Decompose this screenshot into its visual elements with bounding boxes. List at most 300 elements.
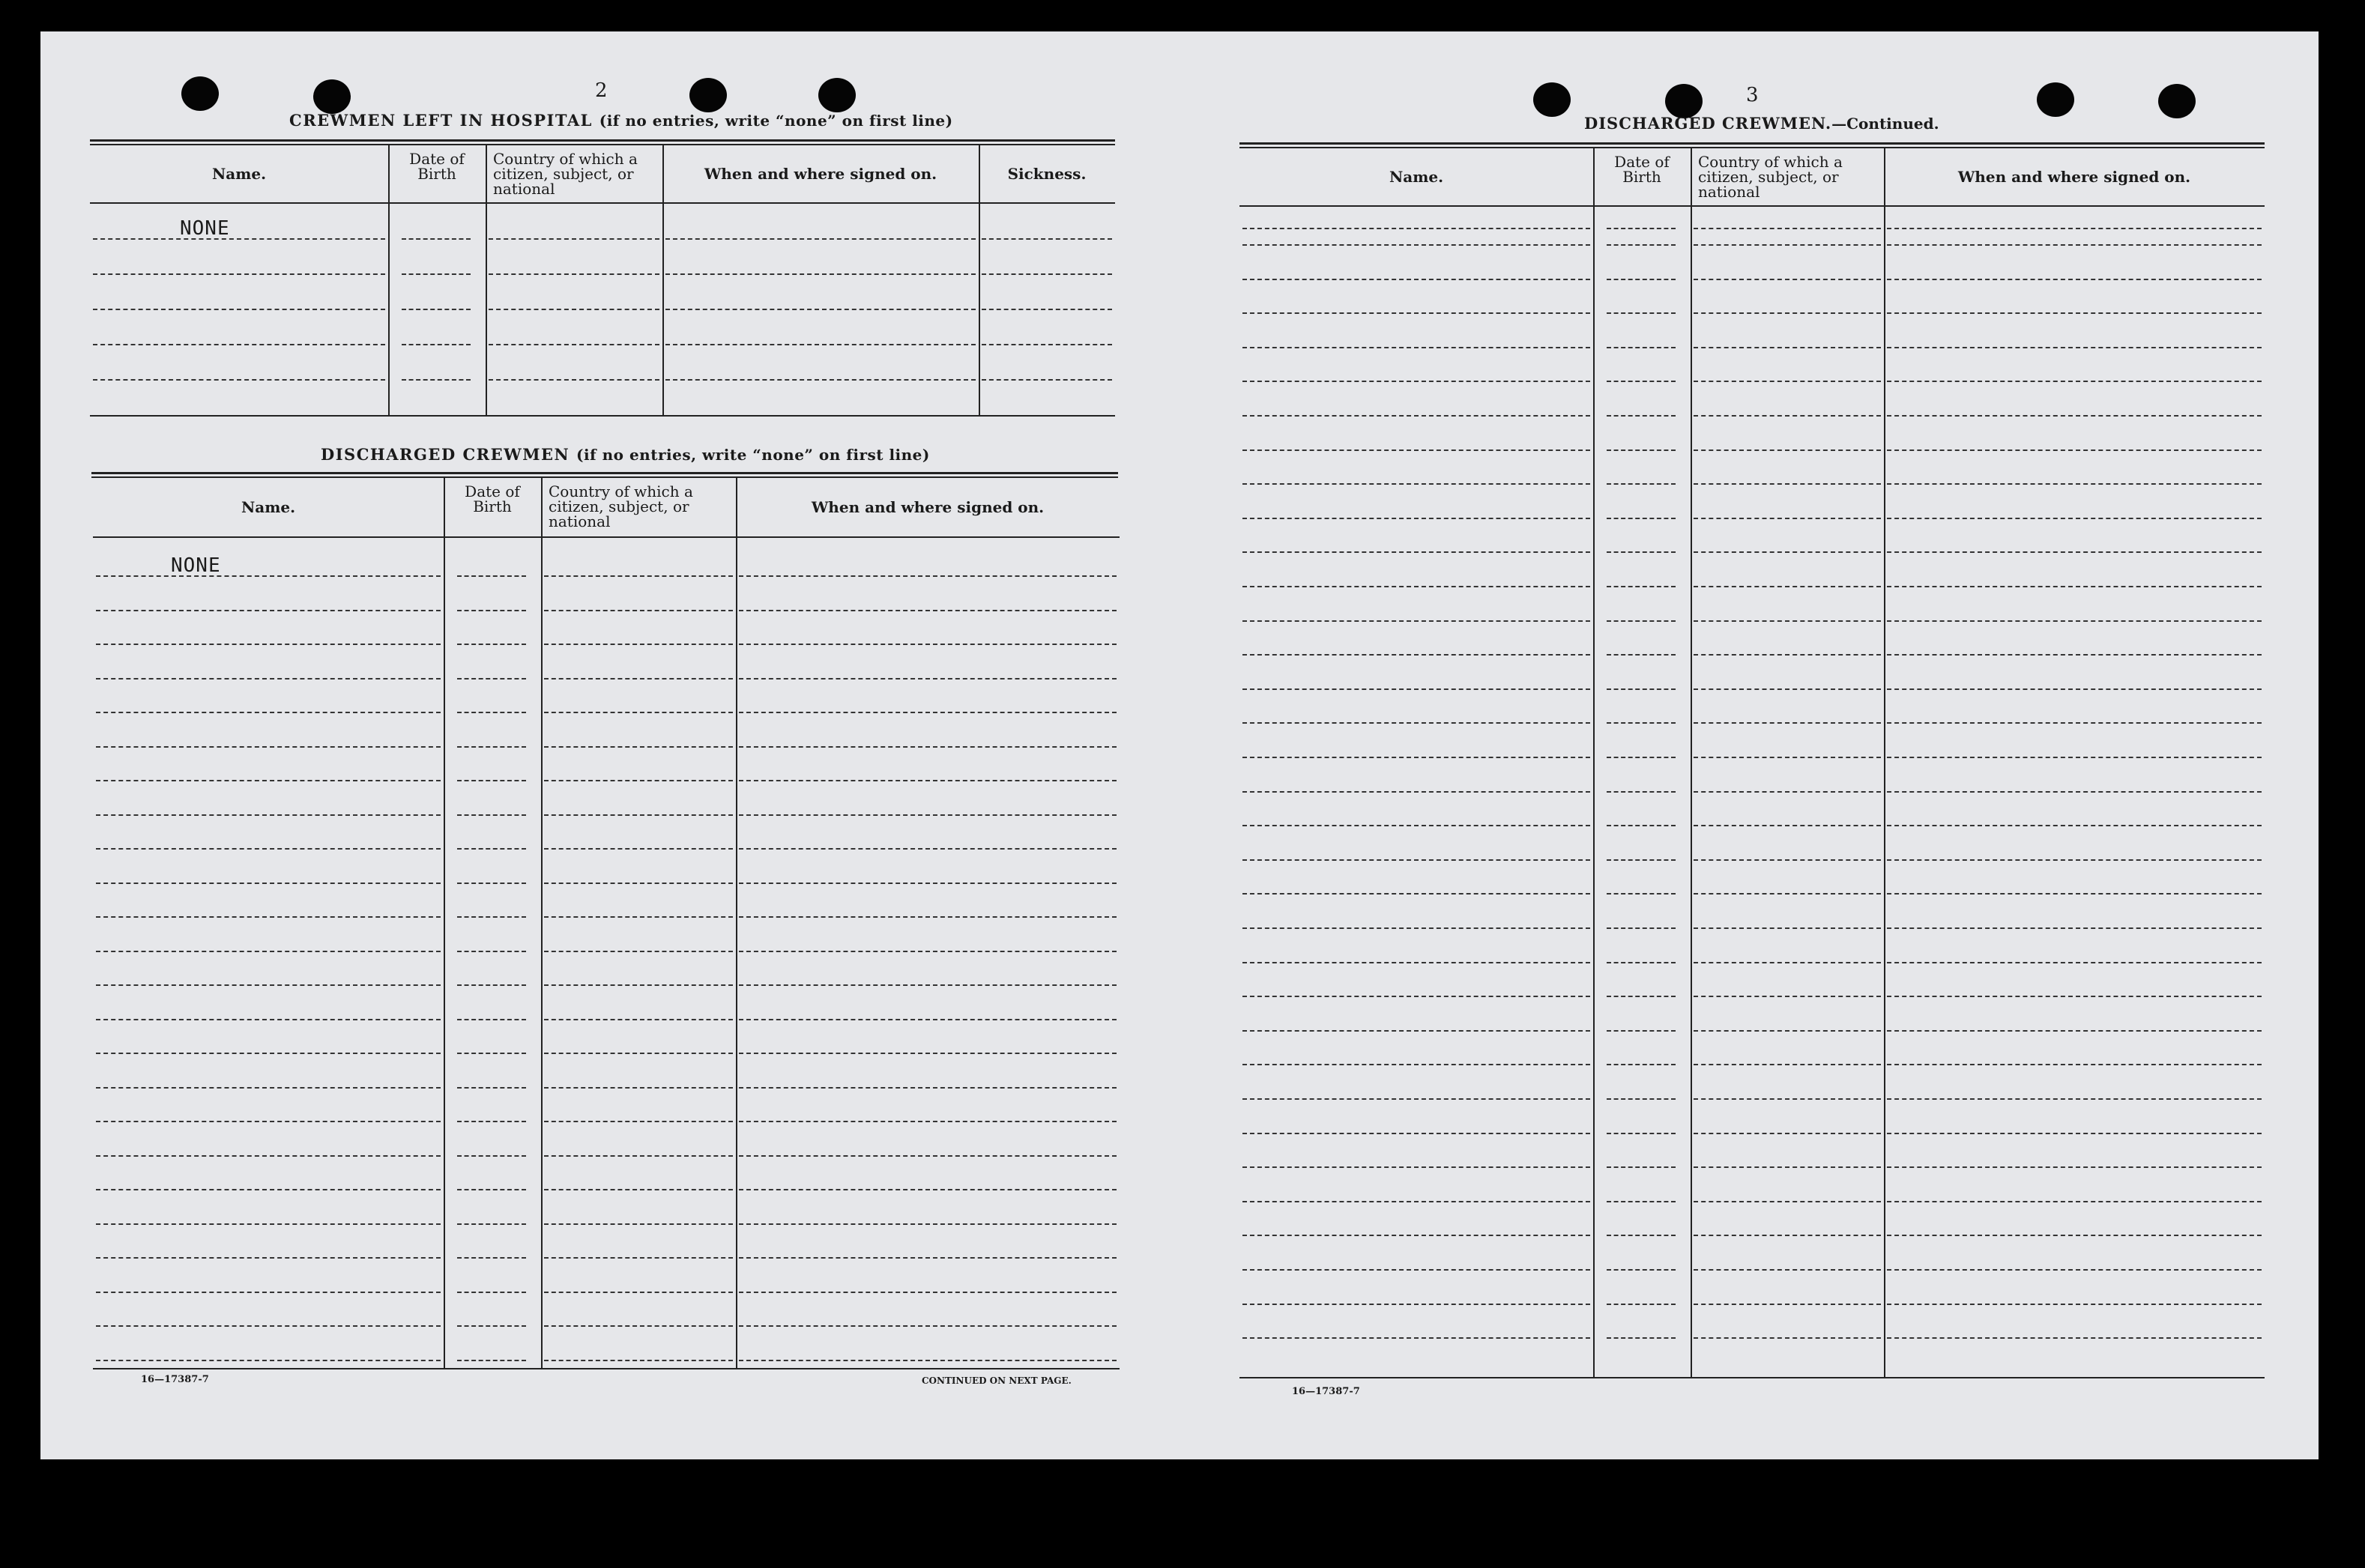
entry-line bbox=[1694, 1337, 1881, 1339]
entry-line bbox=[1887, 312, 2262, 314]
entry-line bbox=[739, 644, 1117, 645]
entry-line bbox=[1694, 996, 1881, 997]
entry-line bbox=[96, 1292, 441, 1293]
entry-line bbox=[457, 984, 526, 986]
column-header: Date of Birth bbox=[409, 150, 465, 183]
hospital-title-note: (if no entries, write “none” on first line) bbox=[599, 112, 953, 130]
column-divider bbox=[541, 476, 543, 1368]
entry-line bbox=[402, 379, 471, 381]
entry-line bbox=[739, 610, 1117, 611]
entry-line bbox=[1242, 927, 1590, 929]
entry-line bbox=[1242, 228, 1590, 229]
entry-line bbox=[665, 309, 976, 310]
first-entry: NONE bbox=[171, 554, 221, 577]
entry-line bbox=[544, 1257, 733, 1259]
entry-line bbox=[1242, 688, 1590, 690]
entry-line bbox=[457, 1360, 526, 1361]
entry-line bbox=[1607, 1337, 1676, 1339]
entry-line bbox=[1887, 1304, 2262, 1305]
entry-line bbox=[739, 1189, 1117, 1190]
entry-line bbox=[1887, 1269, 2262, 1271]
entry-line bbox=[457, 1155, 526, 1157]
column-header: Country of which a citizen, subject, or national bbox=[549, 482, 693, 530]
entry-line bbox=[982, 344, 1112, 345]
entry-line bbox=[544, 1019, 733, 1020]
entry-line bbox=[544, 610, 733, 611]
entry-line bbox=[739, 678, 1117, 679]
entry-line bbox=[544, 780, 733, 781]
entry-line bbox=[457, 1325, 526, 1327]
entry-line bbox=[1242, 381, 1590, 382]
entry-line bbox=[1694, 483, 1881, 485]
entry-line bbox=[1694, 859, 1881, 861]
entry-line bbox=[402, 309, 471, 310]
entry-line bbox=[665, 273, 976, 275]
entry-line bbox=[489, 379, 659, 381]
entry-line bbox=[457, 1121, 526, 1122]
entry-line bbox=[1694, 551, 1881, 553]
hospital-section-title bbox=[289, 111, 953, 130]
entry-line bbox=[1607, 518, 1676, 519]
entry-line bbox=[93, 309, 385, 310]
punch-hole bbox=[1533, 82, 1571, 117]
column-header: Name. bbox=[1389, 168, 1444, 186]
entry-line bbox=[96, 712, 441, 713]
entry-line bbox=[1242, 1098, 1590, 1100]
entry-line bbox=[96, 1019, 441, 1020]
entry-line bbox=[1694, 244, 1881, 246]
entry-line bbox=[96, 1121, 441, 1122]
entry-line bbox=[739, 1087, 1117, 1089]
entry-line bbox=[1887, 381, 2262, 382]
entry-line bbox=[665, 344, 976, 345]
entry-line bbox=[1887, 962, 2262, 963]
discharged-section-title bbox=[321, 445, 930, 464]
entry-line bbox=[1242, 722, 1590, 724]
entry-line bbox=[1607, 312, 1676, 314]
table-bottom-rule bbox=[1239, 1377, 2265, 1378]
entry-line bbox=[544, 883, 733, 884]
entry-line bbox=[544, 848, 733, 850]
entry-line bbox=[544, 1325, 733, 1327]
punch-hole bbox=[689, 78, 727, 112]
entry-line bbox=[1694, 347, 1881, 348]
column-divider bbox=[388, 144, 390, 415]
form-number: 16—17387-7 bbox=[141, 1374, 209, 1385]
entry-line bbox=[96, 848, 441, 850]
entry-line bbox=[544, 1155, 733, 1157]
entry-line bbox=[1887, 1064, 2262, 1065]
entry-line bbox=[1607, 244, 1676, 246]
entry-line bbox=[665, 238, 976, 240]
entry-line bbox=[1242, 551, 1590, 553]
entry-line bbox=[1242, 483, 1590, 485]
entry-line bbox=[457, 575, 526, 577]
entry-line bbox=[982, 273, 1112, 275]
entry-line bbox=[96, 780, 441, 781]
entry-line bbox=[1607, 228, 1676, 229]
entry-line bbox=[544, 984, 733, 986]
entry-line bbox=[1607, 1166, 1676, 1168]
entry-line bbox=[1607, 688, 1676, 690]
entry-line bbox=[93, 273, 385, 275]
entry-line bbox=[1887, 279, 2262, 280]
entry-line bbox=[1607, 757, 1676, 758]
entry-line bbox=[96, 1360, 441, 1361]
entry-line bbox=[1607, 722, 1676, 724]
column-divider bbox=[662, 144, 664, 415]
header-underline bbox=[93, 536, 1120, 538]
entry-line bbox=[1242, 312, 1590, 314]
entry-line bbox=[96, 1087, 441, 1089]
entry-line bbox=[544, 916, 733, 918]
entry-line bbox=[544, 814, 733, 816]
entry-line bbox=[96, 1155, 441, 1157]
entry-line bbox=[739, 1257, 1117, 1259]
entry-line bbox=[544, 1087, 733, 1089]
entry-line bbox=[96, 746, 441, 748]
entry-line bbox=[489, 238, 659, 240]
entry-line bbox=[457, 1019, 526, 1020]
entry-line bbox=[1242, 586, 1590, 587]
entry-line bbox=[1694, 1166, 1881, 1168]
right-title-text: DISCHARGED CREWMEN. bbox=[1584, 114, 1832, 133]
entry-line bbox=[457, 814, 526, 816]
column-divider bbox=[979, 144, 980, 415]
entry-line bbox=[1607, 415, 1676, 417]
entry-line bbox=[1242, 518, 1590, 519]
entry-line bbox=[96, 1223, 441, 1225]
entry-line bbox=[1694, 825, 1881, 826]
entry-line bbox=[1607, 1201, 1676, 1202]
entry-line bbox=[1694, 688, 1881, 690]
entry-line bbox=[96, 814, 441, 816]
column-header: Country of which a citizen, subject, or national bbox=[493, 150, 638, 198]
punch-hole bbox=[313, 79, 351, 114]
entry-line bbox=[457, 644, 526, 645]
entry-line bbox=[457, 916, 526, 918]
entry-line bbox=[1607, 1269, 1676, 1271]
column-divider bbox=[1884, 147, 1885, 1377]
entry-line bbox=[96, 984, 441, 986]
entry-line bbox=[1607, 1235, 1676, 1236]
entry-line bbox=[96, 1257, 441, 1259]
entry-line bbox=[1887, 1235, 2262, 1236]
column-divider bbox=[444, 476, 445, 1368]
entry-line bbox=[1607, 791, 1676, 793]
entry-line bbox=[1887, 1337, 2262, 1339]
entry-line bbox=[1694, 654, 1881, 656]
entry-line bbox=[457, 678, 526, 679]
entry-line bbox=[457, 1053, 526, 1054]
entry-line bbox=[1607, 825, 1676, 826]
discharged-title-text: DISCHARGED CREWMEN bbox=[321, 445, 570, 464]
column-header: Date of Birth bbox=[465, 482, 520, 515]
entry-line bbox=[1607, 1133, 1676, 1134]
column-header: Date of Birth bbox=[1614, 153, 1670, 186]
column-header: When and where signed on. bbox=[811, 498, 1045, 516]
entry-line bbox=[1694, 586, 1881, 587]
entry-line bbox=[544, 1360, 733, 1361]
column-header: Name. bbox=[241, 498, 296, 516]
entry-line bbox=[1887, 757, 2262, 758]
entry-line bbox=[457, 1292, 526, 1293]
entry-line bbox=[402, 273, 471, 275]
entry-line bbox=[739, 814, 1117, 816]
entry-line bbox=[544, 644, 733, 645]
entry-line bbox=[544, 1121, 733, 1122]
entry-line bbox=[1242, 244, 1590, 246]
entry-line bbox=[665, 379, 976, 381]
entry-line bbox=[544, 1223, 733, 1225]
entry-line bbox=[1887, 688, 2262, 690]
entry-line bbox=[1607, 654, 1676, 656]
entry-line bbox=[1607, 893, 1676, 895]
entry-line bbox=[1607, 996, 1676, 997]
entry-line bbox=[1694, 893, 1881, 895]
entry-line bbox=[739, 1121, 1117, 1122]
entry-line bbox=[544, 746, 733, 748]
entry-line bbox=[1694, 449, 1881, 451]
entry-line bbox=[1607, 1064, 1676, 1065]
entry-line bbox=[1887, 927, 2262, 929]
entry-line bbox=[1694, 1133, 1881, 1134]
entry-line bbox=[1242, 415, 1590, 417]
entry-line bbox=[739, 848, 1117, 850]
entry-line bbox=[96, 951, 441, 952]
entry-line bbox=[489, 344, 659, 345]
entry-line bbox=[402, 344, 471, 345]
entry-line bbox=[1242, 893, 1590, 895]
entry-line bbox=[489, 309, 659, 310]
table-bottom-rule bbox=[90, 415, 1115, 417]
entry-line bbox=[544, 1292, 733, 1293]
entry-line bbox=[1242, 1064, 1590, 1065]
column-header: Name. bbox=[211, 165, 267, 183]
entry-line bbox=[1887, 722, 2262, 724]
entry-line bbox=[96, 883, 441, 884]
entry-line bbox=[739, 951, 1117, 952]
entry-line bbox=[402, 238, 471, 240]
entry-line bbox=[1887, 825, 2262, 826]
entry-line bbox=[96, 678, 441, 679]
entry-line bbox=[1887, 586, 2262, 587]
entry-line bbox=[457, 1257, 526, 1259]
entry-line bbox=[739, 883, 1117, 884]
entry-line bbox=[1887, 859, 2262, 861]
entry-line bbox=[544, 678, 733, 679]
entry-line bbox=[739, 916, 1117, 918]
right-section-title bbox=[1584, 114, 1939, 133]
entry-line bbox=[1607, 586, 1676, 587]
entry-line bbox=[739, 1325, 1117, 1327]
entry-line bbox=[739, 1155, 1117, 1157]
entry-line bbox=[1694, 312, 1881, 314]
entry-line bbox=[1607, 381, 1676, 382]
column-header: When and where signed on. bbox=[1957, 168, 2191, 186]
column-header: Country of which a citizen, subject, or national bbox=[1698, 153, 1843, 201]
entry-line bbox=[739, 712, 1117, 713]
continued-note: CONTINUED ON NEXT PAGE. bbox=[922, 1375, 1072, 1386]
entry-line bbox=[1242, 1235, 1590, 1236]
entry-line bbox=[739, 1019, 1117, 1020]
entry-line bbox=[1694, 1304, 1881, 1305]
entry-line bbox=[1607, 449, 1676, 451]
entry-line bbox=[1887, 483, 2262, 485]
entry-line bbox=[457, 1223, 526, 1225]
entry-line bbox=[1887, 1201, 2262, 1202]
page-number: 2 bbox=[595, 79, 608, 102]
entry-line bbox=[1242, 1337, 1590, 1339]
entry-line bbox=[1242, 279, 1590, 280]
table-bottom-rule bbox=[93, 1368, 1120, 1369]
entry-line bbox=[457, 883, 526, 884]
entry-line bbox=[1694, 620, 1881, 622]
entry-line bbox=[544, 951, 733, 952]
entry-line bbox=[1887, 1133, 2262, 1134]
entry-line bbox=[1242, 791, 1590, 793]
entry-line bbox=[1887, 996, 2262, 997]
entry-line bbox=[1887, 620, 2262, 622]
entry-line bbox=[1607, 1304, 1676, 1305]
entry-line bbox=[457, 1087, 526, 1089]
entry-line bbox=[739, 1053, 1117, 1054]
entry-line bbox=[1887, 449, 2262, 451]
entry-line bbox=[1694, 1269, 1881, 1271]
entry-line bbox=[1607, 927, 1676, 929]
entry-line bbox=[1242, 1201, 1590, 1202]
entry-line bbox=[1242, 1166, 1590, 1168]
entry-line bbox=[1694, 1235, 1881, 1236]
entry-line bbox=[1242, 1030, 1590, 1032]
entry-line bbox=[1607, 347, 1676, 348]
entry-line bbox=[1887, 518, 2262, 519]
entry-line bbox=[1694, 381, 1881, 382]
entry-line bbox=[1887, 1166, 2262, 1168]
punch-hole bbox=[181, 76, 219, 111]
entry-line bbox=[1607, 962, 1676, 963]
entry-line bbox=[1242, 654, 1590, 656]
entry-line bbox=[1242, 620, 1590, 622]
entry-line bbox=[1607, 279, 1676, 280]
entry-line bbox=[544, 712, 733, 713]
entry-line bbox=[1607, 551, 1676, 553]
entry-line bbox=[1694, 518, 1881, 519]
entry-line bbox=[1242, 996, 1590, 997]
entry-line bbox=[93, 379, 385, 381]
header-underline bbox=[90, 202, 1115, 204]
right-title-suffix: —Continued. bbox=[1831, 115, 1939, 133]
entry-line bbox=[457, 848, 526, 850]
entry-line bbox=[1242, 1133, 1590, 1134]
entry-line bbox=[1694, 1201, 1881, 1202]
entry-line bbox=[1242, 825, 1590, 826]
entry-line bbox=[1694, 791, 1881, 793]
column-divider bbox=[736, 476, 737, 1368]
entry-line bbox=[457, 780, 526, 781]
entry-line bbox=[96, 916, 441, 918]
entry-line bbox=[1607, 1030, 1676, 1032]
entry-line bbox=[1887, 791, 2262, 793]
entry-line bbox=[982, 379, 1112, 381]
entry-line bbox=[1887, 244, 2262, 246]
entry-line bbox=[457, 746, 526, 748]
entry-line bbox=[1694, 722, 1881, 724]
entry-line bbox=[544, 575, 733, 577]
discharged-table-top-rule bbox=[91, 472, 1118, 478]
entry-line bbox=[544, 1053, 733, 1054]
page-number: 3 bbox=[1746, 84, 1759, 106]
entry-line bbox=[457, 712, 526, 713]
entry-line bbox=[93, 238, 385, 240]
column-header: When and where signed on. bbox=[704, 165, 937, 183]
entry-line bbox=[1887, 1098, 2262, 1100]
entry-line bbox=[739, 1223, 1117, 1225]
entry-line bbox=[1887, 654, 2262, 656]
entry-line bbox=[1694, 415, 1881, 417]
entry-line bbox=[1694, 962, 1881, 963]
column-divider bbox=[1691, 147, 1692, 1377]
column-header: Sickness. bbox=[1007, 165, 1087, 183]
column-divider bbox=[1593, 147, 1595, 1377]
entry-line bbox=[1242, 859, 1590, 861]
entry-line bbox=[739, 746, 1117, 748]
entry-line bbox=[96, 1189, 441, 1190]
entry-line bbox=[96, 1053, 441, 1054]
entry-line bbox=[1694, 927, 1881, 929]
form-number: 16—17387-7 bbox=[1292, 1386, 1360, 1397]
entry-line bbox=[1242, 347, 1590, 348]
entry-line bbox=[739, 575, 1117, 577]
right-table-top-rule bbox=[1239, 142, 2265, 148]
entry-line bbox=[96, 1325, 441, 1327]
entry-line bbox=[1694, 757, 1881, 758]
entry-line bbox=[1607, 483, 1676, 485]
punch-hole bbox=[818, 78, 856, 112]
entry-line bbox=[1242, 962, 1590, 963]
hospital-title-text: CREWMEN LEFT IN HOSPITAL bbox=[289, 111, 593, 130]
entry-line bbox=[1607, 1098, 1676, 1100]
entry-line bbox=[93, 344, 385, 345]
entry-line bbox=[1887, 415, 2262, 417]
entry-line bbox=[457, 1189, 526, 1190]
entry-line bbox=[96, 575, 441, 577]
first-entry: NONE bbox=[180, 217, 230, 240]
entry-line bbox=[1887, 347, 2262, 348]
entry-line bbox=[739, 984, 1117, 986]
entry-line bbox=[1694, 1098, 1881, 1100]
entry-line bbox=[1887, 893, 2262, 895]
entry-line bbox=[1694, 279, 1881, 280]
entry-line bbox=[1607, 859, 1676, 861]
entry-line bbox=[739, 1360, 1117, 1361]
punch-hole bbox=[2158, 84, 2196, 118]
punch-hole bbox=[2037, 82, 2074, 117]
entry-line bbox=[739, 780, 1117, 781]
entry-line bbox=[1607, 620, 1676, 622]
entry-line bbox=[1694, 1064, 1881, 1065]
entry-line bbox=[1242, 1269, 1590, 1271]
entry-line bbox=[1694, 1030, 1881, 1032]
hospital-table-top-rule bbox=[90, 139, 1115, 145]
entry-line bbox=[96, 644, 441, 645]
entry-line bbox=[982, 238, 1112, 240]
entry-line bbox=[739, 1292, 1117, 1293]
entry-line bbox=[1887, 551, 2262, 553]
header-underline bbox=[1239, 205, 2265, 207]
entry-line bbox=[982, 309, 1112, 310]
entry-line bbox=[1242, 449, 1590, 451]
